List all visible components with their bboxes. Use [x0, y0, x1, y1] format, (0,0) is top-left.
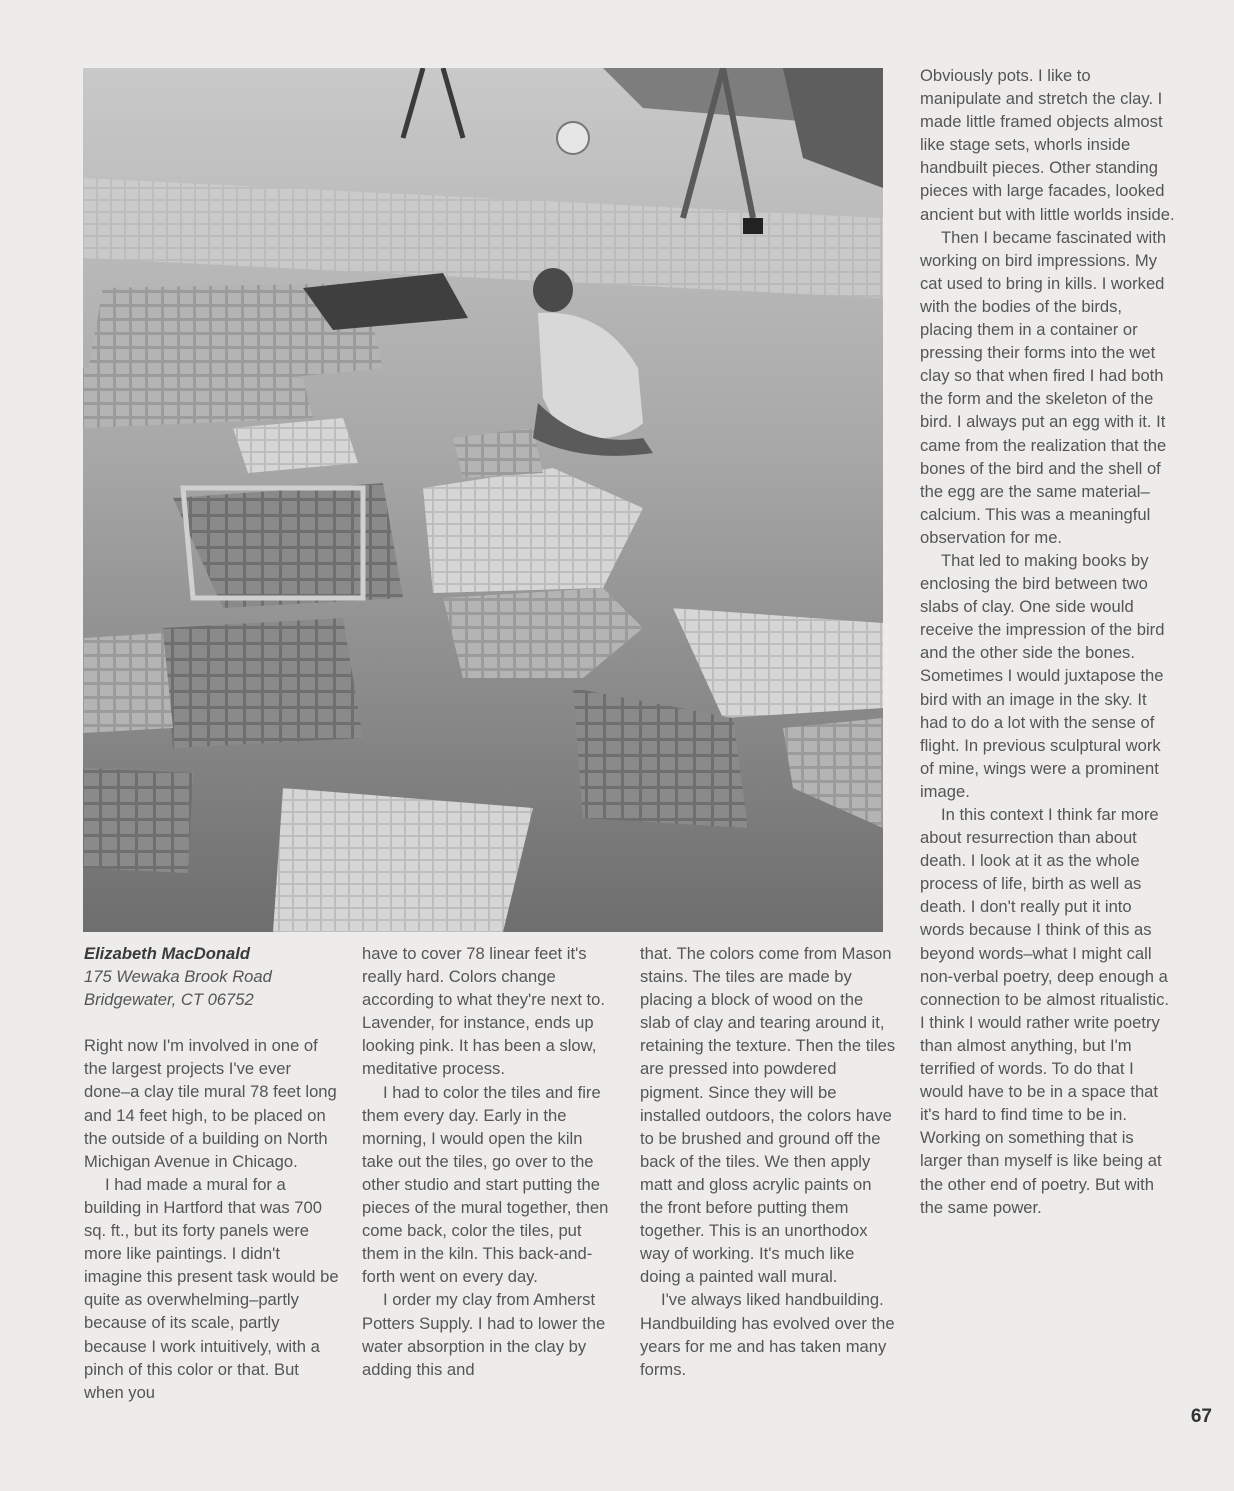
paragraph: I had to color the tiles and fire them every day. Early in the morning, I would open the kiln take out the tiles, go over to the other studio and start putting the pieces of the mural together, then come back, color the tiles, put them in the kiln. This back-and-forth went on every day.: [362, 1082, 609, 1287]
paragraph: That led to making books by enclosing the bird between two slabs of clay. One side would receive the impression of the bird and the other side the bones. Sometimes I would juxtapose the bird with an image in the sky. It had to do a lot with the sense of flight. In previous sculptural work of mine, wings were a prominent image.: [920, 550, 1165, 801]
paragraph: Obviously pots. I like to manipulate and stretch the clay. I made little framed objects almost like stage sets, whorls inside handbuilt pieces. Other standing pieces with large facades, looked ancient but with little worlds inside.: [920, 66, 1175, 224]
author-name: Elizabeth MacDonald: [84, 944, 250, 963]
address-line-2: Bridgewater, CT 06752: [84, 990, 254, 1010]
photograph: [83, 68, 883, 932]
text-column-2: [362, 942, 618, 1381]
paragraph: I order my clay from Amherst Potters Supply. I had to lower the water absorption in the clay by adding this and: [362, 1290, 606, 1379]
page-number: 67: [1190, 1406, 1212, 1427]
paragraph: In this context I think far more about resurrection than about death. I look at it as the whole process of life, birth as well as death. I don't really put it into words because I think of this as beyond words–what I might call non-verbal poetry, deep enough a connection to be almost ritualistic. I think I would rather write poetry than almost anything, but I'm terrified of words. To do that I would have to be in a space that it's hard to find time to be in. Working on something that is larger than myself is like being at the other end of poetry. But with the same power.: [920, 805, 1170, 1217]
paragraph: I've always liked handbuilding. Handbuilding has evolved over the years for me and has taken many forms.: [640, 1290, 895, 1379]
text-column-1: [84, 942, 340, 1404]
paragraph: have to cover 78 linear feet it's really hard. Colors change according to what they're next to. Lavender, for instance, ends up looking pink. It has been a slow, meditative process.: [362, 944, 605, 1079]
text-column-4: [920, 64, 1176, 1219]
address-line-1: 175 Wewaka Brook Road: [84, 967, 272, 987]
paragraph: Then I became fascinated with working on bird impressions. My cat used to bring in kills. I worked with the bodies of the birds, placing them in a container or pressing their forms into the wet clay so that when fired I had both the form and the skeleton of the bird. I always put an egg with it. It came from the realization that the bones of the bird and the shell of the egg are the same material–calcium. This was a meaningful observation for me.: [920, 227, 1167, 547]
paragraph: that. The colors come from Mason stains. The tiles are made by placing a block of wood on the slab of clay and tearing around it, retaining the texture. Then the tiles are pressed into powdered pigment. Since they will be installed outdoors, the colors have to be brushed and ground off the back of the tiles. We then apply matt and gloss acrylic paints on the front before putting them together. This is an unorthodox way of working. It's much like doing a painted wall mural.: [640, 944, 896, 1287]
paragraph: Right now I'm involved in one of the largest projects I've ever done–a clay tile mural 78 feet long and 14 feet high, to be placed on the outside of a building on North Michigan Avenue in Chicago.: [84, 1036, 337, 1171]
paragraph: I had made a mural for a building in Hartford that was 700 sq. ft., but its forty panels were more like paintings. I didn't imagine this present task would be quite as overwhelming–partly because of its scale, partly because I work intuitively, with a pinch of this color or that. But when you: [84, 1174, 339, 1402]
text-column-3: [640, 942, 896, 1381]
photograph-of-artist-arranging-clay-tiles-on-floor: [83, 68, 883, 932]
